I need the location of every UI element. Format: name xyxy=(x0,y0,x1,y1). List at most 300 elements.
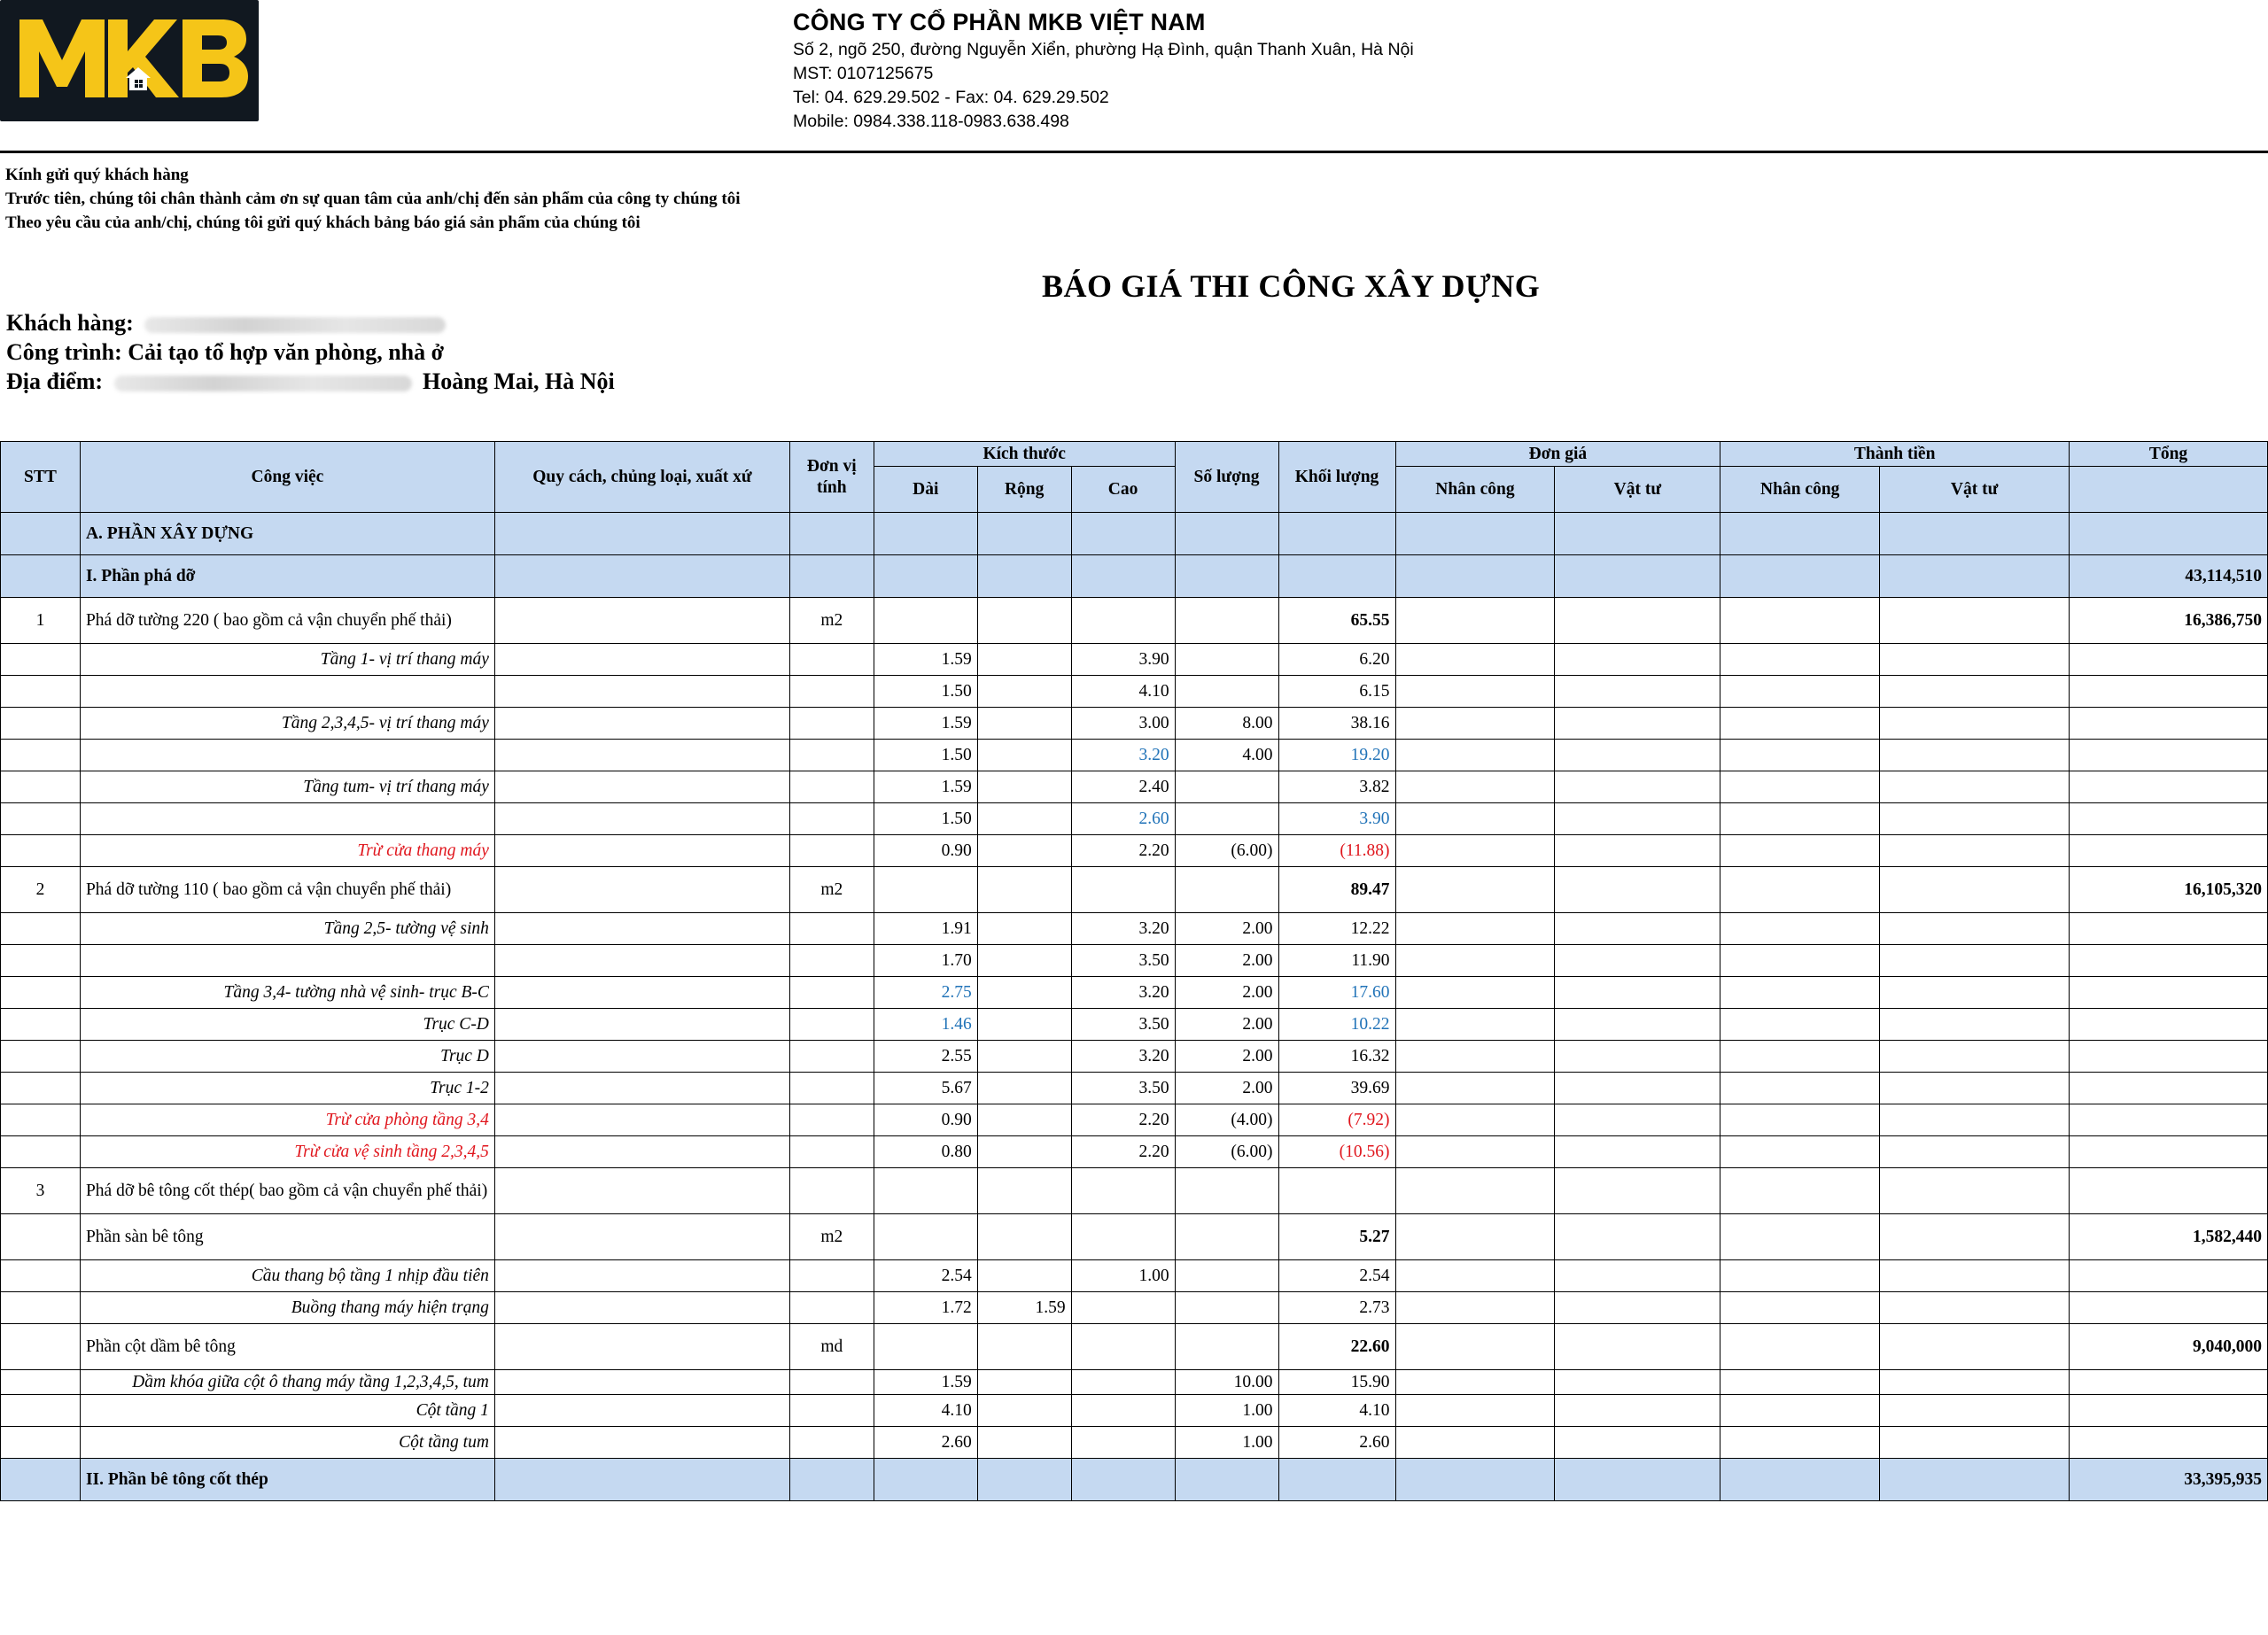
cell-amount-labor xyxy=(1720,867,1880,913)
cell-unit-price-material xyxy=(1555,740,1720,771)
cell-quantity: 4.00 xyxy=(1175,740,1278,771)
cell-quantity xyxy=(1175,1214,1278,1260)
table-row xyxy=(1,913,2268,945)
cell-unit-price-labor xyxy=(1395,835,1555,867)
cell-volume: 3.82 xyxy=(1278,771,1395,803)
cell-unit xyxy=(789,708,874,740)
cell-spec xyxy=(494,740,789,771)
cell-amount-material xyxy=(1880,555,2070,598)
cell-height xyxy=(1071,867,1175,913)
cell-stt xyxy=(1,977,81,1009)
cell-spec xyxy=(494,1009,789,1041)
cell-height xyxy=(1071,1459,1175,1501)
cell-amount-labor xyxy=(1720,740,1880,771)
header-height: Cao xyxy=(1071,467,1175,513)
cell-amount-material xyxy=(1880,977,2070,1009)
header-total: Tổng xyxy=(2070,442,2268,467)
company-address: Số 2, ngõ 250, đường Nguyễn Xiển, phường Hạ Đình, quận Thanh Xuân, Hà Nội xyxy=(793,40,1414,59)
header-divider xyxy=(0,151,2268,153)
location-label: Địa điểm: xyxy=(6,368,104,394)
cell-length xyxy=(874,867,977,913)
cell-stt: 3 xyxy=(1,1168,81,1214)
project-meta xyxy=(6,308,615,396)
cell-total xyxy=(2070,1136,2268,1168)
project-label: Công trình: xyxy=(6,339,122,365)
cell-amount-material xyxy=(1880,1104,2070,1136)
cell-width xyxy=(977,1395,1071,1427)
cell-unit-price-labor xyxy=(1395,598,1555,644)
cell-spec xyxy=(494,1168,789,1214)
cell-unit xyxy=(789,1073,874,1104)
cell-amount-labor xyxy=(1720,555,1880,598)
cell-total xyxy=(2070,803,2268,835)
cell-total xyxy=(2070,513,2268,555)
cell-quantity: 2.00 xyxy=(1175,1073,1278,1104)
cell-amount-material xyxy=(1880,1324,2070,1370)
cell-quantity xyxy=(1175,598,1278,644)
cell-length: 1.50 xyxy=(874,740,977,771)
cell-work: Trục C-D xyxy=(80,1009,494,1041)
cell-quantity xyxy=(1175,867,1278,913)
cell-stt xyxy=(1,945,81,977)
cell-unit-price-labor xyxy=(1395,1324,1555,1370)
cell-volume: 6.20 xyxy=(1278,644,1395,676)
cell-length: 2.60 xyxy=(874,1427,977,1459)
cell-quantity: (6.00) xyxy=(1175,835,1278,867)
cell-work: Tầng 1- vị trí thang máy xyxy=(80,644,494,676)
cell-unit-price-labor xyxy=(1395,676,1555,708)
cell-spec xyxy=(494,1041,789,1073)
cell-unit-price-labor xyxy=(1395,803,1555,835)
cell-volume: 2.60 xyxy=(1278,1427,1395,1459)
cell-amount-material xyxy=(1880,1370,2070,1395)
table-row xyxy=(1,1292,2268,1324)
cell-stt xyxy=(1,1370,81,1395)
cell-amount-material xyxy=(1880,945,2070,977)
cell-stt xyxy=(1,1073,81,1104)
cell-stt xyxy=(1,913,81,945)
cell-height xyxy=(1071,1395,1175,1427)
cell-work xyxy=(80,803,494,835)
table-row xyxy=(1,1370,2268,1395)
cell-amount-material xyxy=(1880,740,2070,771)
cell-unit-price-labor xyxy=(1395,1073,1555,1104)
cell-width xyxy=(977,1009,1071,1041)
cell-work: Phá dỡ tường 220 ( bao gồm cả vận chuyển phế thải) xyxy=(80,598,494,644)
cell-total xyxy=(2070,676,2268,708)
table-row xyxy=(1,1168,2268,1214)
cell-volume xyxy=(1278,513,1395,555)
cell-amount-material xyxy=(1880,1214,2070,1260)
cell-unit-price-labor xyxy=(1395,945,1555,977)
cell-stt: 1 xyxy=(1,598,81,644)
cell-unit-price-labor xyxy=(1395,513,1555,555)
table-row xyxy=(1,1459,2268,1501)
cell-unit-price-labor xyxy=(1395,1041,1555,1073)
cell-width xyxy=(977,513,1071,555)
cell-unit-price-labor xyxy=(1395,555,1555,598)
cell-height xyxy=(1071,1427,1175,1459)
cell-work: Trục D xyxy=(80,1041,494,1073)
customer-name-redacted xyxy=(144,317,446,333)
cell-spec xyxy=(494,977,789,1009)
cell-amount-labor xyxy=(1720,1395,1880,1427)
cell-total xyxy=(2070,1168,2268,1214)
cell-amount-labor xyxy=(1720,1214,1880,1260)
cell-stt xyxy=(1,835,81,867)
cell-spec xyxy=(494,945,789,977)
table-row xyxy=(1,513,2268,555)
cell-unit-price-material xyxy=(1555,913,1720,945)
cell-width xyxy=(977,1104,1071,1136)
cell-length xyxy=(874,513,977,555)
cell-unit xyxy=(789,1104,874,1136)
cell-height: 3.50 xyxy=(1071,945,1175,977)
cell-quantity: 1.00 xyxy=(1175,1395,1278,1427)
cell-unit-price-labor xyxy=(1395,1427,1555,1459)
cell-stt xyxy=(1,1136,81,1168)
cell-volume: 15.90 xyxy=(1278,1370,1395,1395)
cell-width xyxy=(977,676,1071,708)
cell-width xyxy=(977,1136,1071,1168)
cell-amount-material xyxy=(1880,803,2070,835)
cell-volume: 22.60 xyxy=(1278,1324,1395,1370)
cell-volume: 4.10 xyxy=(1278,1395,1395,1427)
cell-length: 1.91 xyxy=(874,913,977,945)
cell-width xyxy=(977,644,1071,676)
cell-unit xyxy=(789,513,874,555)
cell-stt xyxy=(1,1292,81,1324)
cell-amount-material xyxy=(1880,1041,2070,1073)
cell-width xyxy=(977,1073,1071,1104)
cell-unit-price-material xyxy=(1555,513,1720,555)
cell-width xyxy=(977,1427,1071,1459)
cell-unit xyxy=(789,771,874,803)
cell-height xyxy=(1071,1168,1175,1214)
cell-unit xyxy=(789,644,874,676)
quotation-table xyxy=(0,441,2268,1501)
table-row xyxy=(1,1260,2268,1292)
cell-length: 0.90 xyxy=(874,835,977,867)
quotation-body xyxy=(1,513,2268,1501)
cell-work: Phá dỡ bê tông cốt thép( bao gồm cả vận chuyển phế thải) xyxy=(80,1168,494,1214)
cell-volume: 65.55 xyxy=(1278,598,1395,644)
cell-volume: 38.16 xyxy=(1278,708,1395,740)
cell-stt xyxy=(1,513,81,555)
table-row xyxy=(1,867,2268,913)
company-tax-id: MST: 0107125675 xyxy=(793,64,934,83)
cell-spec xyxy=(494,1427,789,1459)
cell-unit-price-labor xyxy=(1395,1104,1555,1136)
cell-work: A. PHẦN XÂY DỰNG xyxy=(80,513,494,555)
cell-work: II. Phần bê tông cốt thép xyxy=(80,1459,494,1501)
cell-spec xyxy=(494,803,789,835)
cell-amount-labor xyxy=(1720,598,1880,644)
cell-stt xyxy=(1,708,81,740)
header-amount-material: Vật tư xyxy=(1880,467,2070,513)
cell-amount-material xyxy=(1880,1260,2070,1292)
cell-total: 9,040,000 xyxy=(2070,1324,2268,1370)
cell-quantity: (4.00) xyxy=(1175,1104,1278,1136)
cell-unit-price-material xyxy=(1555,1104,1720,1136)
greeting-line-1: Kính gửi quý khách hàng xyxy=(5,166,189,184)
cell-stt xyxy=(1,1459,81,1501)
cell-unit-price-material xyxy=(1555,1073,1720,1104)
cell-unit-price-material xyxy=(1555,835,1720,867)
cell-total xyxy=(2070,1104,2268,1136)
cell-amount-labor xyxy=(1720,1370,1880,1395)
cell-volume: (10.56) xyxy=(1278,1136,1395,1168)
cell-total: 33,395,935 xyxy=(2070,1459,2268,1501)
cell-length: 1.59 xyxy=(874,708,977,740)
header-width: Rộng xyxy=(977,467,1071,513)
cell-amount-labor xyxy=(1720,708,1880,740)
cell-length: 1.59 xyxy=(874,644,977,676)
cell-width xyxy=(977,803,1071,835)
cell-unit-price-material xyxy=(1555,1260,1720,1292)
cell-quantity: 2.00 xyxy=(1175,977,1278,1009)
cell-unit-price-labor xyxy=(1395,1168,1555,1214)
cell-work: Phá dỡ tường 110 ( bao gồm cả vận chuyển phế thải) xyxy=(80,867,494,913)
cell-total xyxy=(2070,945,2268,977)
cell-volume xyxy=(1278,1459,1395,1501)
header-amount-labor: Nhân công xyxy=(1720,467,1880,513)
cell-volume: 89.47 xyxy=(1278,867,1395,913)
cell-quantity: (6.00) xyxy=(1175,1136,1278,1168)
cell-width xyxy=(977,835,1071,867)
cell-height xyxy=(1071,1324,1175,1370)
cell-work: I. Phần phá dỡ xyxy=(80,555,494,598)
cell-amount-labor xyxy=(1720,771,1880,803)
cell-unit-price-material xyxy=(1555,803,1720,835)
cell-length: 2.54 xyxy=(874,1260,977,1292)
cell-unit-price-material xyxy=(1555,945,1720,977)
cell-volume: 3.90 xyxy=(1278,803,1395,835)
cell-length: 1.70 xyxy=(874,945,977,977)
cell-total xyxy=(2070,1009,2268,1041)
cell-spec xyxy=(494,1104,789,1136)
table-row xyxy=(1,1073,2268,1104)
table-row xyxy=(1,676,2268,708)
cell-height: 3.50 xyxy=(1071,1009,1175,1041)
cell-amount-labor xyxy=(1720,945,1880,977)
cell-quantity xyxy=(1175,1292,1278,1324)
cell-unit-price-labor xyxy=(1395,1136,1555,1168)
cell-width: 1.59 xyxy=(977,1292,1071,1324)
cell-work: Cột tầng tum xyxy=(80,1427,494,1459)
table-row xyxy=(1,977,2268,1009)
cell-width xyxy=(977,1041,1071,1073)
cell-length: 2.55 xyxy=(874,1041,977,1073)
cell-total xyxy=(2070,771,2268,803)
cell-quantity xyxy=(1175,513,1278,555)
cell-amount-labor xyxy=(1720,644,1880,676)
cell-quantity xyxy=(1175,1260,1278,1292)
cell-length: 2.75 xyxy=(874,977,977,1009)
company-name: CÔNG TY CỔ PHẦN MKB VIỆT NAM xyxy=(793,9,1206,35)
table-row xyxy=(1,555,2268,598)
cell-amount-material xyxy=(1880,1292,2070,1324)
cell-unit: m2 xyxy=(789,598,874,644)
cell-work: Trục 1-2 xyxy=(80,1073,494,1104)
cell-total xyxy=(2070,1427,2268,1459)
cell-stt xyxy=(1,1041,81,1073)
cell-length xyxy=(874,1459,977,1501)
cell-unit xyxy=(789,945,874,977)
cell-volume: 12.22 xyxy=(1278,913,1395,945)
cell-spec xyxy=(494,1260,789,1292)
cell-spec xyxy=(494,708,789,740)
cell-amount-labor xyxy=(1720,1459,1880,1501)
cell-stt xyxy=(1,1260,81,1292)
cell-unit xyxy=(789,676,874,708)
cell-spec xyxy=(494,1136,789,1168)
cell-stt xyxy=(1,740,81,771)
cell-total: 43,114,510 xyxy=(2070,555,2268,598)
cell-unit-price-material xyxy=(1555,1427,1720,1459)
project-value: Cải tạo tổ hợp văn phòng, nhà ở xyxy=(128,339,445,365)
cell-unit-price-material xyxy=(1555,555,1720,598)
cell-width xyxy=(977,740,1071,771)
cell-spec xyxy=(494,513,789,555)
cell-height: 3.20 xyxy=(1071,977,1175,1009)
cell-work: Cầu thang bộ tầng 1 nhịp đầu tiên xyxy=(80,1260,494,1292)
company-phone: Tel: 04. 629.29.502 - Fax: 04. 629.29.502 xyxy=(793,88,1109,107)
cell-total xyxy=(2070,740,2268,771)
cell-total: 16,386,750 xyxy=(2070,598,2268,644)
cell-height xyxy=(1071,555,1175,598)
cell-work: Phần cột dầm bê tông xyxy=(80,1324,494,1370)
cell-unit-price-labor xyxy=(1395,1370,1555,1395)
cell-length: 1.50 xyxy=(874,803,977,835)
cell-spec xyxy=(494,1073,789,1104)
header-quantity: Số lượng xyxy=(1175,442,1278,513)
cell-unit-price-labor xyxy=(1395,1395,1555,1427)
cell-spec xyxy=(494,644,789,676)
cell-quantity: 2.00 xyxy=(1175,1009,1278,1041)
cell-amount-labor xyxy=(1720,1292,1880,1324)
cell-unit xyxy=(789,913,874,945)
cell-amount-labor xyxy=(1720,1260,1880,1292)
document-title: BÁO GIÁ THI CÔNG XÂY DỰNG xyxy=(1042,268,1541,304)
header-unit-price-labor: Nhân công xyxy=(1395,467,1555,513)
cell-unit-price-labor xyxy=(1395,708,1555,740)
cell-spec xyxy=(494,555,789,598)
header-stt: STT xyxy=(1,442,81,513)
cell-unit xyxy=(789,1370,874,1395)
cell-amount-material xyxy=(1880,1009,2070,1041)
cell-unit-price-material xyxy=(1555,977,1720,1009)
cell-stt: 2 xyxy=(1,867,81,913)
table-row xyxy=(1,644,2268,676)
cell-unit xyxy=(789,740,874,771)
cell-amount-labor xyxy=(1720,1136,1880,1168)
cell-total xyxy=(2070,644,2268,676)
cell-height xyxy=(1071,1214,1175,1260)
cell-amount-material xyxy=(1880,913,2070,945)
cell-total xyxy=(2070,1292,2268,1324)
cell-work: Trừ cửa thang máy xyxy=(80,835,494,867)
cell-quantity: 2.00 xyxy=(1175,1041,1278,1073)
cell-height xyxy=(1071,1292,1175,1324)
cell-amount-labor xyxy=(1720,1104,1880,1136)
cell-width xyxy=(977,1370,1071,1395)
cell-unit: md xyxy=(789,1324,874,1370)
cell-work: Cột tầng 1 xyxy=(80,1395,494,1427)
header-amount: Thành tiền xyxy=(1720,442,2070,467)
cell-amount-labor xyxy=(1720,1324,1880,1370)
cell-stt xyxy=(1,1427,81,1459)
cell-quantity: 1.00 xyxy=(1175,1427,1278,1459)
cell-quantity: 2.00 xyxy=(1175,913,1278,945)
cell-height: 4.10 xyxy=(1071,676,1175,708)
cell-unit-price-material xyxy=(1555,1395,1720,1427)
cell-total xyxy=(2070,1041,2268,1073)
cell-height: 2.20 xyxy=(1071,1136,1175,1168)
cell-unit-price-material xyxy=(1555,676,1720,708)
cell-length xyxy=(874,598,977,644)
cell-work: Tầng 2,5- tường vệ sinh xyxy=(80,913,494,945)
cell-spec xyxy=(494,1324,789,1370)
cell-quantity xyxy=(1175,644,1278,676)
cell-work: Tầng 2,3,4,5- vị trí thang máy xyxy=(80,708,494,740)
cell-volume: 6.15 xyxy=(1278,676,1395,708)
cell-width xyxy=(977,1214,1071,1260)
cell-stt xyxy=(1,1009,81,1041)
greeting-line-3: Theo yêu cầu của anh/chị, chúng tôi gửi quý khách bảng báo giá sản phẩm của chúng tôi xyxy=(5,213,641,232)
cell-work: Dầm khóa giữa cột ô thang máy tầng 1,2,3,4,5, tum xyxy=(80,1370,494,1395)
cell-volume: 11.90 xyxy=(1278,945,1395,977)
header-work: Công việc xyxy=(80,442,494,513)
cell-unit-price-labor xyxy=(1395,644,1555,676)
cell-unit-price-labor xyxy=(1395,1214,1555,1260)
cell-stt xyxy=(1,644,81,676)
cell-volume: 39.69 xyxy=(1278,1073,1395,1104)
cell-height: 3.90 xyxy=(1071,644,1175,676)
cell-width xyxy=(977,1260,1071,1292)
cell-total xyxy=(2070,977,2268,1009)
cell-amount-material xyxy=(1880,598,2070,644)
table-row xyxy=(1,740,2268,771)
cell-work: Trừ cửa phòng tầng 3,4 xyxy=(80,1104,494,1136)
cell-volume xyxy=(1278,555,1395,598)
cell-unit-price-material xyxy=(1555,1168,1720,1214)
cell-height xyxy=(1071,513,1175,555)
cell-work: Tầng 3,4- tường nhà vệ sinh- trục B-C xyxy=(80,977,494,1009)
header-unit-price-material: Vật tư xyxy=(1555,467,1720,513)
cell-width xyxy=(977,945,1071,977)
table-row xyxy=(1,1395,2268,1427)
cell-length: 1.46 xyxy=(874,1009,977,1041)
mkb-logo-icon xyxy=(12,9,250,106)
cell-amount-labor xyxy=(1720,513,1880,555)
cell-total: 1,582,440 xyxy=(2070,1214,2268,1260)
cell-quantity xyxy=(1175,1168,1278,1214)
cell-amount-material xyxy=(1880,676,2070,708)
cell-width xyxy=(977,977,1071,1009)
cell-height: 1.00 xyxy=(1071,1260,1175,1292)
cell-quantity xyxy=(1175,676,1278,708)
cell-amount-material xyxy=(1880,1427,2070,1459)
table-row xyxy=(1,945,2268,977)
cell-unit-price-labor xyxy=(1395,867,1555,913)
cell-amount-material xyxy=(1880,513,2070,555)
cell-total xyxy=(2070,835,2268,867)
cell-unit-price-labor xyxy=(1395,913,1555,945)
header-unit-price: Đơn giá xyxy=(1395,442,1720,467)
table-row xyxy=(1,1009,2268,1041)
location-address-redacted xyxy=(114,376,412,391)
